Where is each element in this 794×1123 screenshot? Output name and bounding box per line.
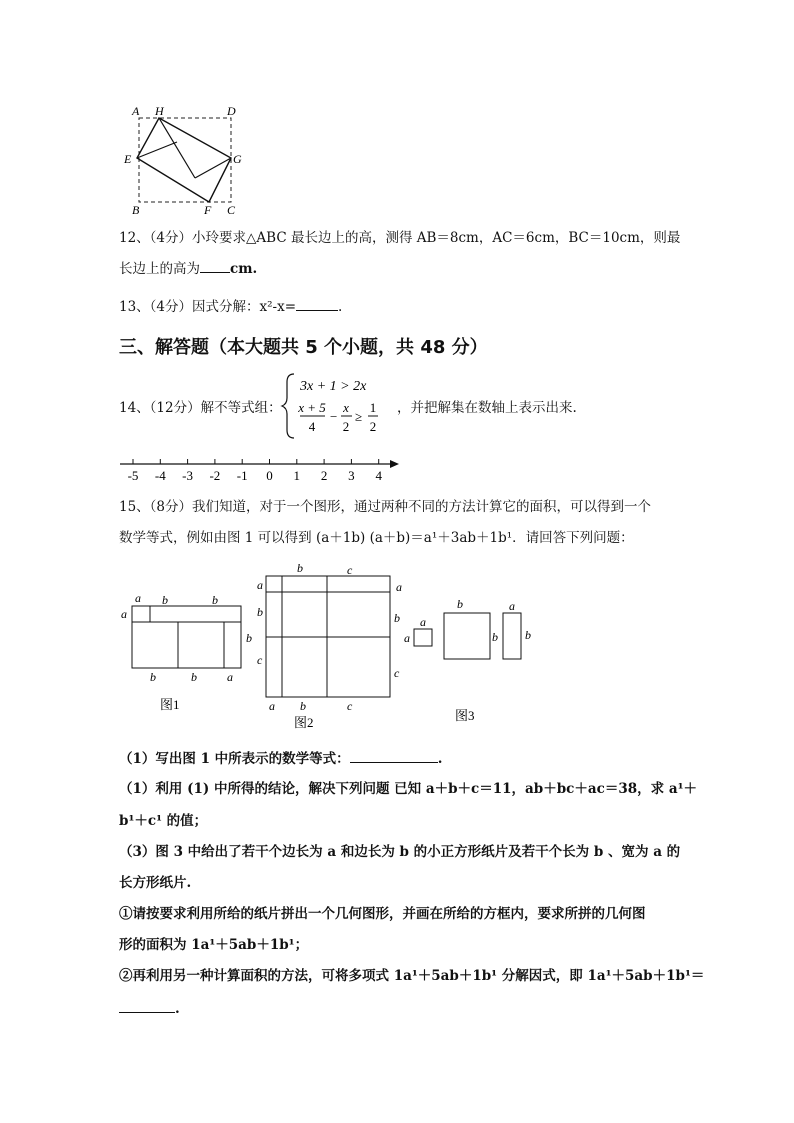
fig2-bottom-c: c — [347, 699, 353, 713]
figure-1 — [121, 591, 252, 712]
q13-prefix: 13、（4分）因式分解：x²-x= — [119, 299, 297, 315]
q15-part1 — [119, 748, 442, 769]
fig2-top-b: b — [297, 561, 303, 575]
op-geq: ≥ — [355, 409, 363, 424]
q14-inequality-system — [278, 370, 398, 442]
fig1-top-b1: b — [162, 593, 168, 607]
number-line-tick-label: 0 — [266, 468, 273, 483]
fig3-rect-right: b — [525, 628, 531, 642]
fig2-left-b: b — [257, 605, 263, 619]
fig2-left-c: c — [257, 653, 263, 667]
fig1-left-a: a — [121, 607, 127, 621]
fig1-top-b2: b — [212, 593, 218, 607]
fig1-top-a: a — [135, 591, 141, 605]
q12-unit: cm. — [230, 261, 258, 277]
frac1-den: 4 — [308, 419, 316, 434]
frac3-num: 1 — [369, 400, 377, 415]
number-line-tick-label: 4 — [375, 468, 382, 483]
q15-part2-line2: b¹＋c¹ 的值； — [119, 813, 208, 829]
label-h: H — [155, 104, 164, 118]
q12-prefix: 长边上的高为 — [119, 261, 200, 277]
q15-line2: 数学等式，例如由图 1 可以得到 (a＋1b) (a＋b)＝a¹＋3ab＋1b¹．请回答下列问题： — [119, 530, 634, 546]
number-line-tick-label: -2 — [209, 468, 221, 483]
ineq-1: 3x + 1 > 2x — [300, 379, 367, 394]
q15-part1-blank[interactable] — [350, 748, 438, 763]
fig2-caption: 图2 — [294, 715, 314, 730]
section-3-heading: 三、解答题（本大题共 5 个小题，共 48 分） — [119, 337, 488, 358]
frac2-den: 2 — [342, 419, 350, 434]
number-line-tick-label: 1 — [293, 468, 301, 483]
q15-part3-line1: （3）图 3 中给出了若干个边长为 a 和边长为 b 的小正方形纸片及若干个长为 b 、宽为 a 的 — [119, 844, 681, 860]
fig3-caption: 图3 — [455, 708, 475, 723]
fig2-right-c: c — [394, 666, 400, 680]
number-line-tick-label: -5 — [127, 468, 139, 483]
q12-line1: 12、（4分）小玲要求△ABC 最长边上的高，测得 AB＝8cm，AC＝6cm，BC＝10cm，则最 — [119, 230, 681, 246]
op-minus: − — [330, 409, 338, 424]
q15-part1-text: （1）写出图 1 中所表示的数学等式： — [119, 751, 350, 767]
q13-answer-blank[interactable] — [296, 296, 338, 311]
fig2-top-c: c — [347, 563, 353, 577]
label-d: D — [227, 104, 236, 118]
label-b: B — [132, 203, 140, 217]
fig3-small-a-left: a — [404, 631, 410, 645]
label-f: F — [204, 203, 212, 217]
fig2-bottom-a: a — [269, 699, 275, 713]
q15-item2-line2 — [119, 998, 180, 1019]
fig1-bottom-a: a — [227, 670, 233, 684]
fig1-outer — [132, 606, 241, 668]
q12-answer-blank[interactable] — [200, 258, 230, 273]
fig3-rect-ab — [503, 613, 521, 659]
fig3-rect-top: a — [509, 599, 515, 613]
fig1-bottom-b2: b — [191, 670, 197, 684]
q15-figures — [115, 560, 545, 735]
q13-line — [119, 296, 342, 317]
q12-line2 — [119, 258, 257, 279]
fig3-square-b — [444, 613, 490, 659]
number-line-tick-label: 2 — [320, 468, 328, 483]
fig3-square-b-top: b — [457, 597, 463, 611]
frac2-num: x — [343, 400, 349, 415]
q15-part1-suffix: . — [437, 751, 443, 767]
q14-prefix: 14、（12分）解不等式组： — [119, 400, 282, 416]
fig3-small-square-a — [414, 629, 432, 646]
square-figure — [115, 100, 255, 220]
segment-diagonal-2 — [137, 142, 177, 158]
fig2-bottom-b: b — [300, 699, 306, 713]
number-line-tick-label: -1 — [236, 468, 248, 483]
number-line-tick-label: 3 — [348, 468, 355, 483]
q13-suffix: . — [338, 299, 343, 315]
fig3-square-b-right: b — [492, 630, 498, 644]
fig1-right-b: b — [246, 631, 252, 645]
label-c: C — [227, 203, 236, 217]
q15-item2-blank[interactable] — [119, 998, 175, 1013]
fig2-left-a: a — [257, 578, 263, 592]
fig1-bottom-b1: b — [150, 670, 156, 684]
number-line-tick-label: -4 — [154, 468, 166, 483]
q15-item2-suffix: . — [175, 1001, 180, 1017]
q14-suffix: ，并把解集在数轴上表示出来. — [397, 400, 577, 416]
label-e: E — [124, 152, 132, 166]
q15-item1-line1: ①请按要求利用所给的纸片拼出一个几何图形，并画在所给的方框内，要求所拼的几何图 — [119, 906, 646, 922]
q15-item2-line1: ②再利用另一种计算面积的方法，可将多项式 1a¹＋5ab＋1b¹ 分解因式，即 1a¹＋5ab＋1b¹＝ — [119, 968, 705, 984]
q15-item1-line2: 形的面积为 1a¹＋5ab＋1b¹； — [119, 937, 309, 953]
label-g: G — [233, 152, 242, 166]
segment-diagonal-1 — [159, 118, 195, 178]
number-line-ticks — [128, 459, 383, 483]
fig3-small-a-top: a — [420, 615, 426, 629]
arrow-right-icon — [390, 460, 399, 468]
frac1-num: x + 5 — [298, 400, 326, 415]
number-line — [115, 452, 405, 488]
brace-icon — [282, 374, 294, 438]
label-a: A — [132, 104, 140, 118]
fig1-caption: 图1 — [160, 697, 180, 712]
fig2-right-b: b — [394, 611, 400, 625]
q15-part3-line2: 长方形纸片. — [119, 875, 192, 891]
figure-2 — [257, 561, 402, 730]
frac3-den: 2 — [369, 419, 377, 434]
figure-3 — [404, 597, 531, 723]
q15-part2-line1: （1）利用 (1) 中所得的结论，解决下列问题 已知 a＋b＋c＝11，ab＋bc＋ac＝38，求 a¹＋ — [119, 781, 698, 797]
number-line-tick-label: -3 — [182, 468, 194, 483]
fig2-right-a: a — [396, 580, 402, 594]
q15-line1: 15、（8分）我们知道，对于一个图形，通过两种不同的方法计算它的面积，可以得到一个 — [119, 499, 652, 515]
